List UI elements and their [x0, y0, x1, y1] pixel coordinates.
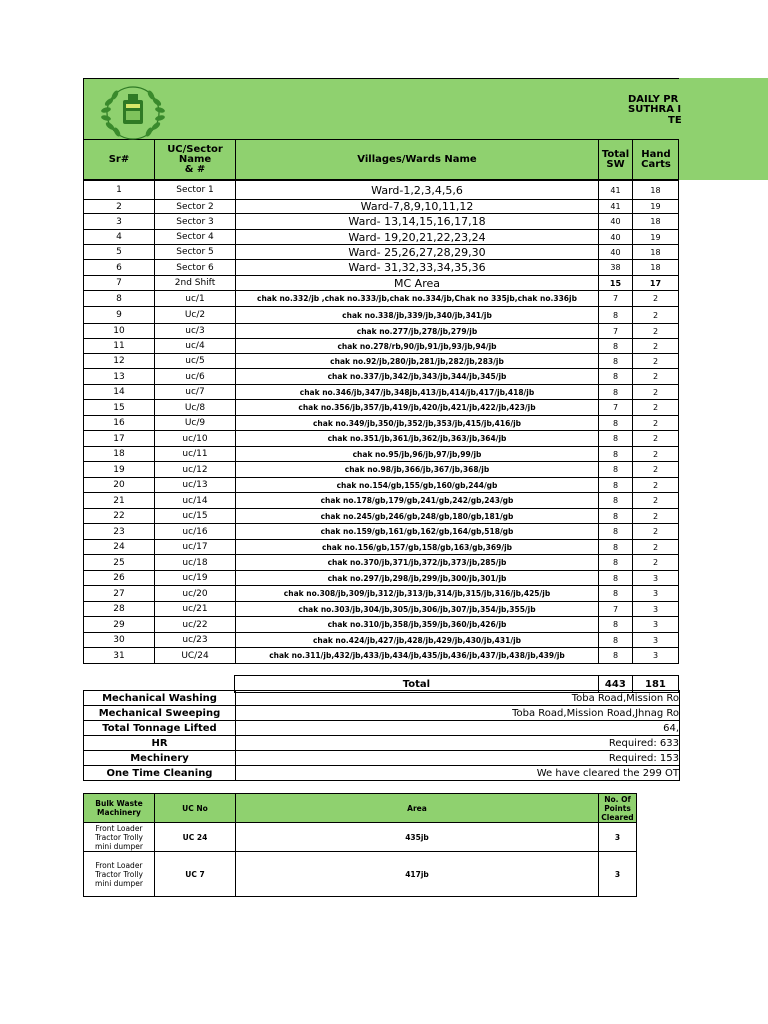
row-total-sw: 7: [599, 400, 633, 416]
header-total-sw-line-2: SW: [606, 158, 625, 170]
row-villages: Ward- 19,20,21,22,23,24: [236, 230, 599, 245]
row-total-sw: 8: [599, 447, 633, 462]
bulk-header-row: [84, 794, 637, 823]
bulk-header-points: [599, 794, 637, 823]
row-total-sw: 15: [599, 276, 633, 291]
row-total-sw: 8: [599, 555, 633, 571]
row-sr: 12: [84, 354, 155, 369]
row-hand-carts: 18: [633, 181, 679, 200]
table-row: [84, 633, 679, 648]
bulk-header-points-line-3: Cleared: [601, 812, 634, 822]
summary-value: 64,: [236, 721, 680, 736]
summary-label: HR: [84, 736, 236, 751]
row-total-sw: 7: [599, 602, 633, 617]
row-sr: 3: [84, 214, 155, 230]
row-total-sw: 8: [599, 307, 633, 324]
row-sr: 29: [84, 617, 155, 633]
row-total-sw: 8: [599, 369, 633, 385]
row-sr: 17: [84, 431, 155, 447]
row-uc-sector: uc/14: [155, 493, 236, 509]
row-uc-sector: Uc/2: [155, 307, 236, 324]
row-villages: chak no.310/jb,358/jb,359/jb,360/jb,426/jb: [236, 617, 599, 633]
bulk-header-uc: UC No: [155, 794, 236, 823]
row-villages: chak no.351/jb,361/jb,362/jb,363/jb,364/jb: [236, 431, 599, 447]
bulk-machinery: [84, 852, 155, 897]
row-villages: Ward-7,8,9,10,11,12: [236, 200, 599, 214]
summary-row: [84, 721, 680, 736]
row-total-sw: 8: [599, 493, 633, 509]
header-uc-sector-line-3: & #: [184, 163, 206, 175]
summary-value: We have cleared the 299 OT: [236, 766, 680, 781]
header-uc-sector: [155, 140, 236, 179]
bulk-machinery-line-1: Front Loader: [95, 823, 143, 833]
row-uc-sector: uc/5: [155, 354, 236, 369]
row-hand-carts: 2: [633, 339, 679, 354]
table-row: [84, 478, 679, 493]
row-sr: 13: [84, 369, 155, 385]
row-hand-carts: 2: [633, 462, 679, 478]
row-total-sw: 8: [599, 617, 633, 633]
row-villages: chak no.95/jb,96/jb,97/jb,99/jb: [236, 447, 599, 462]
department-logo-icon: [95, 82, 171, 144]
bulk-machinery-line-3: mini dumper: [95, 841, 143, 851]
row-hand-carts: 18: [633, 260, 679, 276]
header-hand-carts-line-2: Carts: [641, 158, 671, 170]
row-villages: Ward- 25,26,27,28,29,30: [236, 245, 599, 260]
row-hand-carts: 19: [633, 200, 679, 214]
row-total-sw: 8: [599, 416, 633, 431]
table-row: [84, 245, 679, 260]
summary-label: Mechinery: [84, 751, 236, 766]
row-uc-sector: uc/15: [155, 509, 236, 524]
row-sr: 28: [84, 602, 155, 617]
row-uc-sector: Sector 1: [155, 181, 236, 200]
bulk-uc: UC 7: [155, 852, 236, 897]
row-villages: chak no.92/jb,280/jb,281/jb,282/jb,283/jb: [236, 354, 599, 369]
row-villages: chak no.370/jb,371/jb,372/jb,373/jb,285/jb: [236, 555, 599, 571]
row-hand-carts: 3: [633, 648, 679, 664]
row-total-sw: 40: [599, 230, 633, 245]
row-villages: chak no.308/jb,309/jb,312/jb,313/jb,314/jb,315/jb,316/jb,425/jb: [236, 586, 599, 602]
row-villages: chak no.424/jb,427/jb,428/jb,429/jb,430/jb,431/jb: [236, 633, 599, 648]
report-title-line-1: DAILY PR: [628, 94, 679, 105]
row-sr: 30: [84, 633, 155, 648]
table-row: [84, 369, 679, 385]
row-sr: 6: [84, 260, 155, 276]
table-row: [84, 230, 679, 245]
row-hand-carts: 2: [633, 354, 679, 369]
summary-value: Required: 633: [236, 736, 680, 751]
row-hand-carts: 2: [633, 324, 679, 339]
table-row: [84, 260, 679, 276]
row-villages: chak no.156/gb,157/gb,158/gb,163/gb,369/jb: [236, 540, 599, 555]
row-total-sw: 38: [599, 260, 633, 276]
row-total-sw: 8: [599, 633, 633, 648]
row-sr: 31: [84, 648, 155, 664]
table-row: [84, 540, 679, 555]
row-uc-sector: uc/22: [155, 617, 236, 633]
table-row: [84, 571, 679, 586]
summary-value: Toba Road,Mission Road,Jhnag Ro: [236, 706, 680, 721]
row-uc-sector: uc/11: [155, 447, 236, 462]
row-hand-carts: 18: [633, 214, 679, 230]
table-row: [84, 431, 679, 447]
row-total-sw: 8: [599, 354, 633, 369]
row-uc-sector: uc/4: [155, 339, 236, 354]
row-hand-carts: 3: [633, 617, 679, 633]
row-hand-carts: 2: [633, 400, 679, 416]
row-villages: MC Area: [236, 276, 599, 291]
bulk-points: 3: [599, 823, 637, 852]
bulk-machinery-line-1: Front Loader: [95, 860, 143, 870]
row-uc-sector: Sector 5: [155, 245, 236, 260]
table-row: [84, 462, 679, 478]
table-row: [84, 586, 679, 602]
header-total-sw-line-1: Total: [601, 148, 630, 160]
row-hand-carts: 2: [633, 509, 679, 524]
row-total-sw: 8: [599, 509, 633, 524]
row-sr: 16: [84, 416, 155, 431]
bulk-waste-table: [83, 793, 637, 897]
table-row: [84, 617, 679, 633]
bulk-row: [84, 823, 637, 852]
bulk-machinery-line-3: mini dumper: [95, 878, 143, 888]
row-hand-carts: 2: [633, 447, 679, 462]
bulk-area: 435jb: [236, 823, 599, 852]
bulk-header-points-line-2: Points: [604, 803, 631, 813]
row-total-sw: 8: [599, 431, 633, 447]
row-hand-carts: 2: [633, 369, 679, 385]
row-sr: 7: [84, 276, 155, 291]
table-row: [84, 307, 679, 324]
table-row: [84, 524, 679, 540]
row-hand-carts: 2: [633, 493, 679, 509]
row-uc-sector: uc/20: [155, 586, 236, 602]
report-title-line-2: SUTHRA I: [628, 104, 682, 115]
row-hand-carts: 3: [633, 633, 679, 648]
row-total-sw: 40: [599, 214, 633, 230]
summary-row: [84, 766, 680, 781]
row-sr: 8: [84, 291, 155, 307]
row-sr: 23: [84, 524, 155, 540]
table-row: [84, 214, 679, 230]
row-sr: 21: [84, 493, 155, 509]
row-villages: chak no.356/jb,357/jb,419/jb,420/jb,421/jb,422/jb,423/jb: [236, 400, 599, 416]
summary-row: [84, 736, 680, 751]
row-hand-carts: 2: [633, 291, 679, 307]
row-sr: 22: [84, 509, 155, 524]
bulk-uc: UC 24: [155, 823, 236, 852]
row-total-sw: 8: [599, 571, 633, 586]
row-total-sw: 8: [599, 540, 633, 555]
row-sr: 2: [84, 200, 155, 214]
row-total-sw: 8: [599, 648, 633, 664]
row-hand-carts: 3: [633, 586, 679, 602]
table-row: [84, 447, 679, 462]
row-hand-carts: 2: [633, 385, 679, 400]
row-total-sw: 8: [599, 586, 633, 602]
summary-label: One Time Cleaning: [84, 766, 236, 781]
row-sr: 9: [84, 307, 155, 324]
total-hand-carts: 181: [632, 676, 678, 693]
row-villages: chak no.277/jb,278/jb,279/jb: [236, 324, 599, 339]
bulk-header-machinery: [84, 794, 155, 823]
table-row: [84, 648, 679, 664]
row-uc-sector: uc/18: [155, 555, 236, 571]
row-uc-sector: UC/24: [155, 648, 236, 664]
bulk-machinery-line-2: Tractor Trolly: [95, 869, 143, 879]
row-sr: 1: [84, 181, 155, 200]
row-uc-sector: Uc/8: [155, 400, 236, 416]
row-villages: Ward- 31,32,33,34,35,36: [236, 260, 599, 276]
row-sr: 14: [84, 385, 155, 400]
row-total-sw: 8: [599, 339, 633, 354]
row-uc-sector: uc/10: [155, 431, 236, 447]
table-row: [84, 400, 679, 416]
header-villages: Villages/Wards Name: [236, 140, 599, 179]
row-sr: 19: [84, 462, 155, 478]
total-label: Total: [235, 676, 599, 693]
row-uc-sector: uc/6: [155, 369, 236, 385]
staff-allocation-table: [83, 180, 679, 664]
header-uc-sector-line-2: Name: [178, 153, 212, 165]
bulk-machinery-line-2: Tractor Trolly: [95, 832, 143, 842]
row-villages: chak no.245/gb,246/gb,248/gb,180/gb,181/gb: [236, 509, 599, 524]
table-row: [84, 354, 679, 369]
row-total-sw: 7: [599, 324, 633, 339]
row-uc-sector: uc/21: [155, 602, 236, 617]
table-row: [84, 339, 679, 354]
header-hand-carts-line-1: Hand: [641, 148, 671, 160]
row-hand-carts: 2: [633, 431, 679, 447]
bulk-header-machinery-line-1: Bulk Waste: [95, 799, 143, 808]
row-total-sw: 8: [599, 462, 633, 478]
total-sw: 443: [598, 676, 632, 693]
row-sr: 11: [84, 339, 155, 354]
table-row: [84, 509, 679, 524]
header-total-sw: [599, 140, 633, 179]
bulk-area: 417jb: [236, 852, 599, 897]
row-sr: 24: [84, 540, 155, 555]
row-uc-sector: uc/16: [155, 524, 236, 540]
table-row: [84, 291, 679, 307]
table-row: [84, 416, 679, 431]
row-total-sw: 41: [599, 181, 633, 200]
summary-value: Required: 153: [236, 751, 680, 766]
row-hand-carts: 2: [633, 307, 679, 324]
row-villages: chak no.297/jb,298/jb,299/jb,300/jb,301/jb: [236, 571, 599, 586]
row-villages: chak no.338/jb,339/jb,340/jb,341/jb: [236, 307, 599, 324]
summary-row: [84, 691, 680, 706]
row-hand-carts: 17: [633, 276, 679, 291]
table-row: [84, 200, 679, 214]
row-uc-sector: uc/3: [155, 324, 236, 339]
table-row: [84, 385, 679, 400]
row-villages: Ward- 13,14,15,16,17,18: [236, 214, 599, 230]
row-sr: 4: [84, 230, 155, 245]
row-uc-sector: uc/7: [155, 385, 236, 400]
row-sr: 15: [84, 400, 155, 416]
row-hand-carts: 18: [633, 245, 679, 260]
row-villages: chak no.349/jb,350/jb,352/jb,353/jb,415/jb,416/jb: [236, 416, 599, 431]
summary-label: Mechanical Washing: [84, 691, 236, 706]
summary-value: Toba Road,Mission Ro: [236, 691, 680, 706]
row-villages: chak no.332/jb ,chak no.333/jb,chak no.334/jb,Chak no 335jb,chak no.336jb: [236, 291, 599, 307]
row-hand-carts: 19: [633, 230, 679, 245]
row-sr: 27: [84, 586, 155, 602]
table-row: [84, 324, 679, 339]
row-total-sw: 7: [599, 291, 633, 307]
header-uc-sector-line-1: UC/Sector: [167, 143, 223, 155]
row-hand-carts: 3: [633, 602, 679, 617]
row-uc-sector: uc/12: [155, 462, 236, 478]
bulk-row: [84, 852, 637, 897]
row-sr: 25: [84, 555, 155, 571]
table-row: [84, 493, 679, 509]
row-uc-sector: uc/17: [155, 540, 236, 555]
row-uc-sector: 2nd Shift: [155, 276, 236, 291]
row-villages: chak no.178/gb,179/gb,241/gb,242/gb,243/gb: [236, 493, 599, 509]
row-uc-sector: Sector 3: [155, 214, 236, 230]
table-row: [84, 276, 679, 291]
row-hand-carts: 2: [633, 478, 679, 493]
row-uc-sector: Sector 6: [155, 260, 236, 276]
row-total-sw: 40: [599, 245, 633, 260]
row-sr: 5: [84, 245, 155, 260]
row-villages: chak no.278/rb,90/jb,91/jb,93/jb,94/jb: [236, 339, 599, 354]
row-villages: chak no.337/jb,342/jb,343/jb,344/jb,345/jb: [236, 369, 599, 385]
row-hand-carts: 2: [633, 540, 679, 555]
row-sr: 18: [84, 447, 155, 462]
row-uc-sector: uc/13: [155, 478, 236, 493]
row-villages: chak no.311/jb,432/jb,433/jb,434/jb,435/jb,436/jb,437/jb,438/jb,439/jb: [236, 648, 599, 664]
row-sr: 26: [84, 571, 155, 586]
summary-table: [83, 690, 680, 781]
row-uc-sector: uc/1: [155, 291, 236, 307]
row-villages: Ward-1,2,3,4,5,6: [236, 181, 599, 200]
summary-row: [84, 706, 680, 721]
summary-label: Total Tonnage Lifted: [84, 721, 236, 736]
bulk-header-area: Area: [236, 794, 599, 823]
row-uc-sector: uc/19: [155, 571, 236, 586]
row-villages: chak no.159/gb,161/gb,162/gb,164/gb,518/gb: [236, 524, 599, 540]
row-villages: chak no.98/jb,366/jb,367/jb,368/jb: [236, 462, 599, 478]
row-hand-carts: 3: [633, 571, 679, 586]
row-villages: chak no.154/gb,155/gb,160/gb,244/gb: [236, 478, 599, 493]
row-total-sw: 8: [599, 478, 633, 493]
row-villages: chak no.346/jb,347/jb,348jb,413/jb,414/jb,417/jb,418/jb: [236, 385, 599, 400]
row-villages: chak no.303/jb,304/jb,305/jb,306/jb,307/jb,354/jb,355/jb: [236, 602, 599, 617]
row-uc-sector: Uc/9: [155, 416, 236, 431]
row-uc-sector: Sector 2: [155, 200, 236, 214]
bulk-header-points-line-1: No. Of: [604, 794, 631, 804]
row-total-sw: 8: [599, 385, 633, 400]
row-uc-sector: uc/23: [155, 633, 236, 648]
header-sr: Sr#: [84, 140, 155, 179]
row-hand-carts: 2: [633, 416, 679, 431]
row-hand-carts: 2: [633, 555, 679, 571]
bulk-points: 3: [599, 852, 637, 897]
row-uc-sector: Sector 4: [155, 230, 236, 245]
report-title-line-3: TE: [668, 115, 682, 126]
bulk-machinery: [84, 823, 155, 852]
column-header-row: [83, 140, 679, 180]
row-hand-carts: 2: [633, 524, 679, 540]
row-total-sw: 8: [599, 524, 633, 540]
summary-row: [84, 751, 680, 766]
row-sr: 10: [84, 324, 155, 339]
bulk-header-machinery-line-2: Machinery: [97, 808, 141, 817]
row-total-sw: 41: [599, 200, 633, 214]
row-sr: 20: [84, 478, 155, 493]
table-row: [84, 602, 679, 617]
table-row: [84, 555, 679, 571]
header-hand-carts: [633, 140, 679, 179]
table-row: [84, 181, 679, 200]
summary-label: Mechanical Sweeping: [84, 706, 236, 721]
